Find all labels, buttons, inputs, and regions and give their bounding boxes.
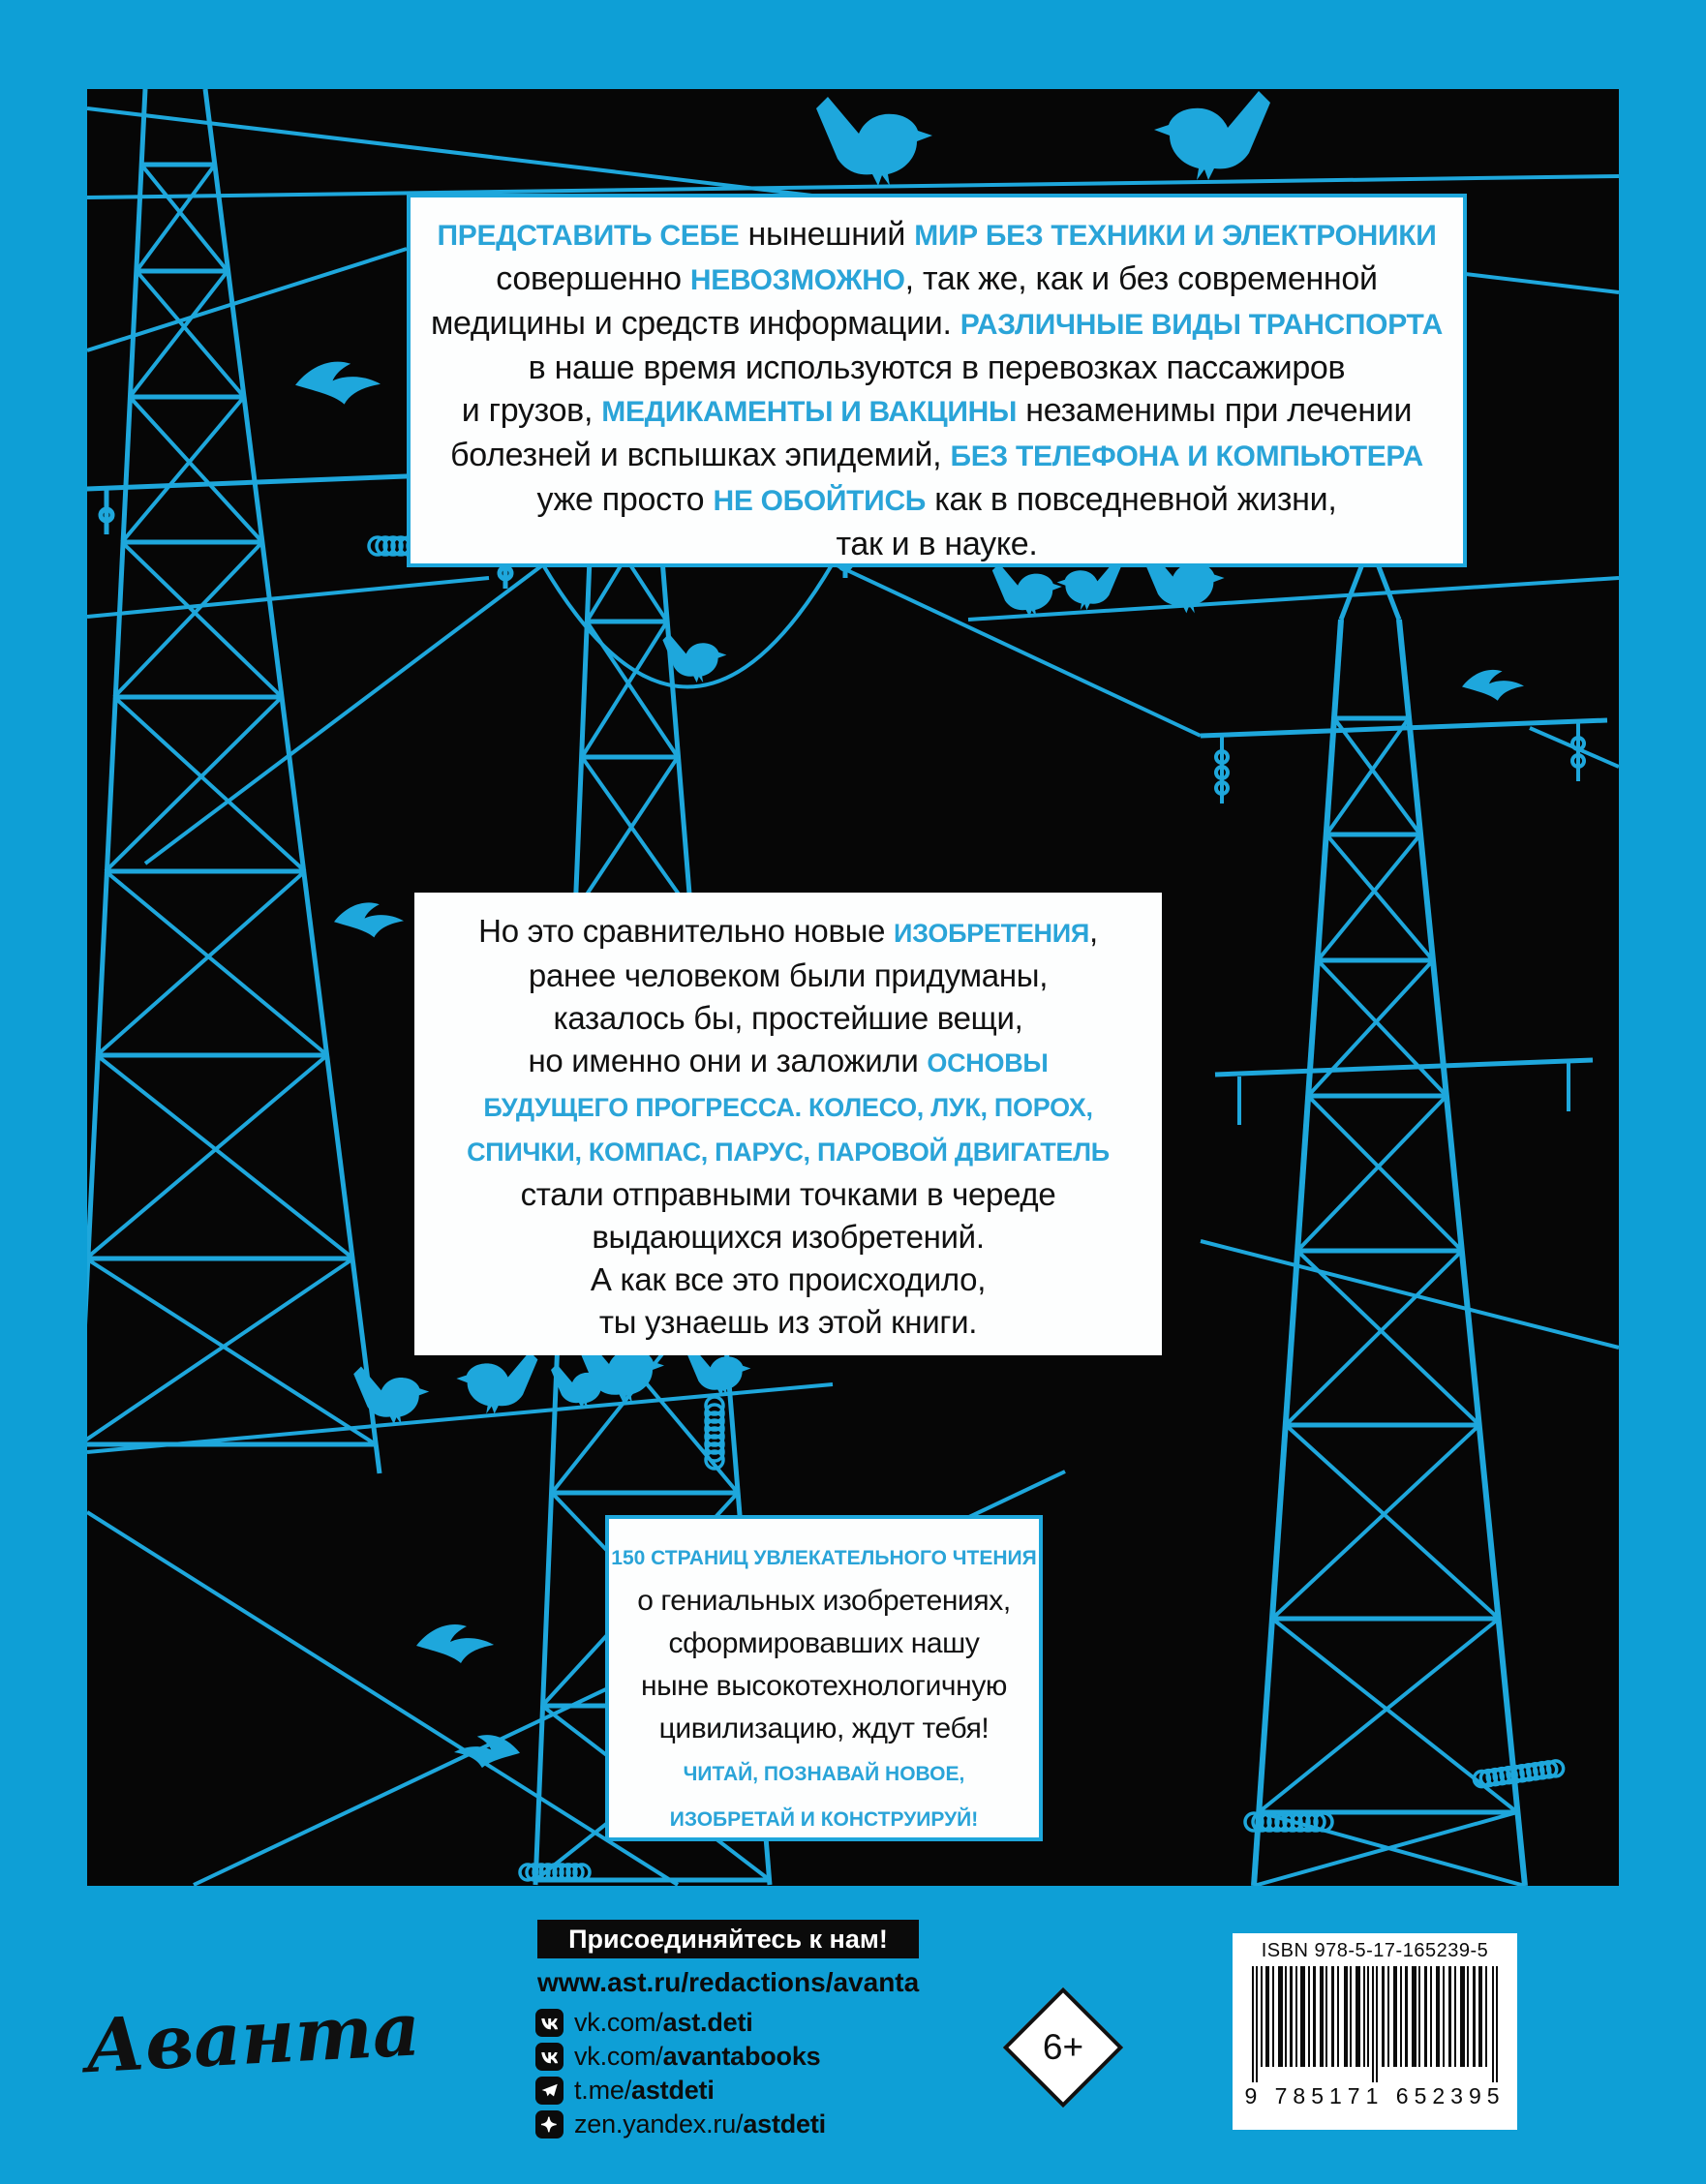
- text-line: [609, 1750, 1039, 1796]
- link-prefix: zen.yandex.ru/: [574, 2108, 744, 2138]
- barcode: [1248, 1966, 1502, 2082]
- body-text: в наше время используются в перевозках пассажиров: [528, 349, 1346, 386]
- text-line: [414, 910, 1162, 955]
- social-link-telegram[interactable]: [535, 2076, 826, 2105]
- highlighted-text: МИР БЕЗ ТЕХНИКИ И ЭЛЕКТРОНИКИ: [914, 220, 1437, 252]
- text-line: [609, 1665, 1039, 1708]
- body-text: , так же, как и без современной: [904, 260, 1378, 297]
- highlighted-text: ИЗОБРЕТАЙ И КОНСТРУИРУЙ!: [669, 1808, 979, 1831]
- text-line: [411, 478, 1463, 523]
- inventions-text-box: [414, 893, 1162, 1355]
- isbn-number: ISBN 978-5-17-165239-5: [1261, 1940, 1489, 1961]
- body-text: уже просто: [536, 481, 714, 518]
- vk-icon: [535, 2009, 564, 2037]
- link-prefix: t.me/: [574, 2075, 632, 2105]
- social-links: [535, 2008, 826, 2143]
- text-line: [414, 1129, 1162, 1173]
- body-text: медицины и средств информации.: [430, 305, 960, 342]
- highlighted-text: НЕВОЗМОЖНО: [689, 264, 905, 296]
- text-line: [609, 1796, 1039, 1841]
- highlighted-text: 150 СТРАНИЦ УВЛЕКАТЕЛЬНОГО ЧТЕНИЯ: [611, 1547, 1037, 1569]
- social-link-vk-1[interactable]: [535, 2008, 826, 2037]
- text-line: [414, 955, 1162, 997]
- text-line: [609, 1580, 1039, 1623]
- link-prefix: vk.com/: [574, 2041, 663, 2071]
- link-handle: ast.deti: [662, 2007, 753, 2037]
- age-rating-badge: [1003, 1987, 1123, 2108]
- text-line: [414, 1084, 1162, 1129]
- telegram-icon: [535, 2077, 564, 2105]
- highlighted-text: ОСНОВЫ: [927, 1048, 1049, 1077]
- body-text: выдающихся изобретений.: [592, 1219, 985, 1255]
- social-link-zen[interactable]: [535, 2109, 826, 2138]
- isbn-block: [1233, 1933, 1517, 2130]
- age-rating-label: 6+: [1042, 2027, 1084, 2067]
- highlighted-text: БУДУЩЕГО ПРОГРЕССА. КОЛЕСО, ЛУК, ПОРОХ,: [483, 1093, 1093, 1122]
- zen-icon: [535, 2110, 564, 2138]
- publisher-logo: Аванта: [82, 1986, 423, 2090]
- highlighted-text: ЧИТАЙ, ПОЗНАВАЙ НОВОЕ,: [683, 1763, 965, 1785]
- join-banner: [537, 1920, 919, 1958]
- highlighted-text: СПИЧКИ, КОМПАС, ПАРУС, ПАРОВОЙ ДВИГАТЕЛЬ: [467, 1138, 1110, 1167]
- highlighted-text: РАЗЛИЧНЫЕ ВИДЫ ТРАНСПОРТА: [960, 309, 1444, 341]
- text-line: [411, 302, 1463, 347]
- social-link-vk-2[interactable]: [535, 2042, 826, 2071]
- text-line: [411, 523, 1463, 565]
- body-text: как в повседневной жизни,: [926, 481, 1337, 518]
- body-text: ты узнаешь из этой книги.: [598, 1304, 978, 1340]
- text-line: [609, 1708, 1039, 1750]
- body-text: и грузов,: [461, 392, 602, 429]
- vk-icon: [535, 2043, 564, 2071]
- body-text: болезней и вспышках эпидемий,: [450, 437, 951, 473]
- publisher-site-url[interactable]: www.ast.ru/redactions/avanta: [537, 1967, 920, 1997]
- body-text: о гениальных изобретениях,: [637, 1585, 1011, 1617]
- text-line: [414, 1301, 1162, 1344]
- body-text: казалось бы, простейшие вещи,: [553, 1000, 1023, 1036]
- body-text: ,: [1088, 913, 1098, 949]
- body-text: Но это сравнительно новые: [478, 913, 895, 949]
- text-line: [414, 1259, 1162, 1301]
- transmission-tower-right: [1201, 544, 1607, 1886]
- transmission-tower-left: [87, 89, 455, 1473]
- body-text: незаменимы при лечении: [1017, 392, 1413, 429]
- link-handle: astdeti: [743, 2108, 826, 2138]
- body-text: но именно они и заложили: [528, 1043, 928, 1078]
- text-line: [411, 389, 1463, 434]
- body-text: совершенно: [496, 260, 690, 297]
- text-line: [414, 1216, 1162, 1259]
- text-line: [411, 347, 1463, 389]
- text-line: [411, 213, 1463, 258]
- link-prefix: vk.com/: [574, 2007, 663, 2037]
- text-line: [609, 1623, 1039, 1665]
- highlighted-text: БЕЗ ТЕЛЕФОНА И КОМПЬЮТЕРА: [950, 440, 1423, 472]
- body-text: нынешний: [739, 216, 915, 253]
- body-text: ныне высокотехнологичную: [640, 1670, 1008, 1702]
- text-line: [414, 1040, 1162, 1084]
- intro-text-box: [407, 194, 1467, 567]
- link-handle: astdeti: [631, 2075, 715, 2105]
- text-line: [411, 258, 1463, 302]
- body-text: А как все это происходило,: [590, 1261, 987, 1297]
- join-banner-label: Присоединяйтесь к нам!: [568, 1924, 888, 1954]
- highlighted-text: МЕДИКАМЕНТЫ И ВАКЦИНЫ: [601, 396, 1018, 428]
- highlighted-text: ИЗОБРЕТЕНИЯ: [894, 919, 1089, 948]
- text-line: [411, 434, 1463, 478]
- body-text: цивилизацию, ждут тебя!: [658, 1713, 990, 1744]
- text-line: [609, 1534, 1039, 1580]
- body-text: стали отправными точками в череде: [520, 1176, 1056, 1212]
- body-text: сформировавших нашу: [668, 1627, 980, 1659]
- highlighted-text: ПРЕДСТАВИТЬ СЕБЕ: [437, 220, 740, 252]
- text-line: [414, 997, 1162, 1040]
- link-handle: avantabooks: [662, 2041, 821, 2071]
- text-line: [414, 1173, 1162, 1216]
- highlighted-text: НЕ ОБОЙТИСЬ: [713, 485, 927, 517]
- body-text: так и в науке.: [836, 526, 1038, 562]
- barcode-digits: 9 785171 652395: [1244, 2083, 1506, 2108]
- promo-text-box: [605, 1515, 1043, 1841]
- body-text: ранее человеком были придуманы,: [528, 957, 1049, 993]
